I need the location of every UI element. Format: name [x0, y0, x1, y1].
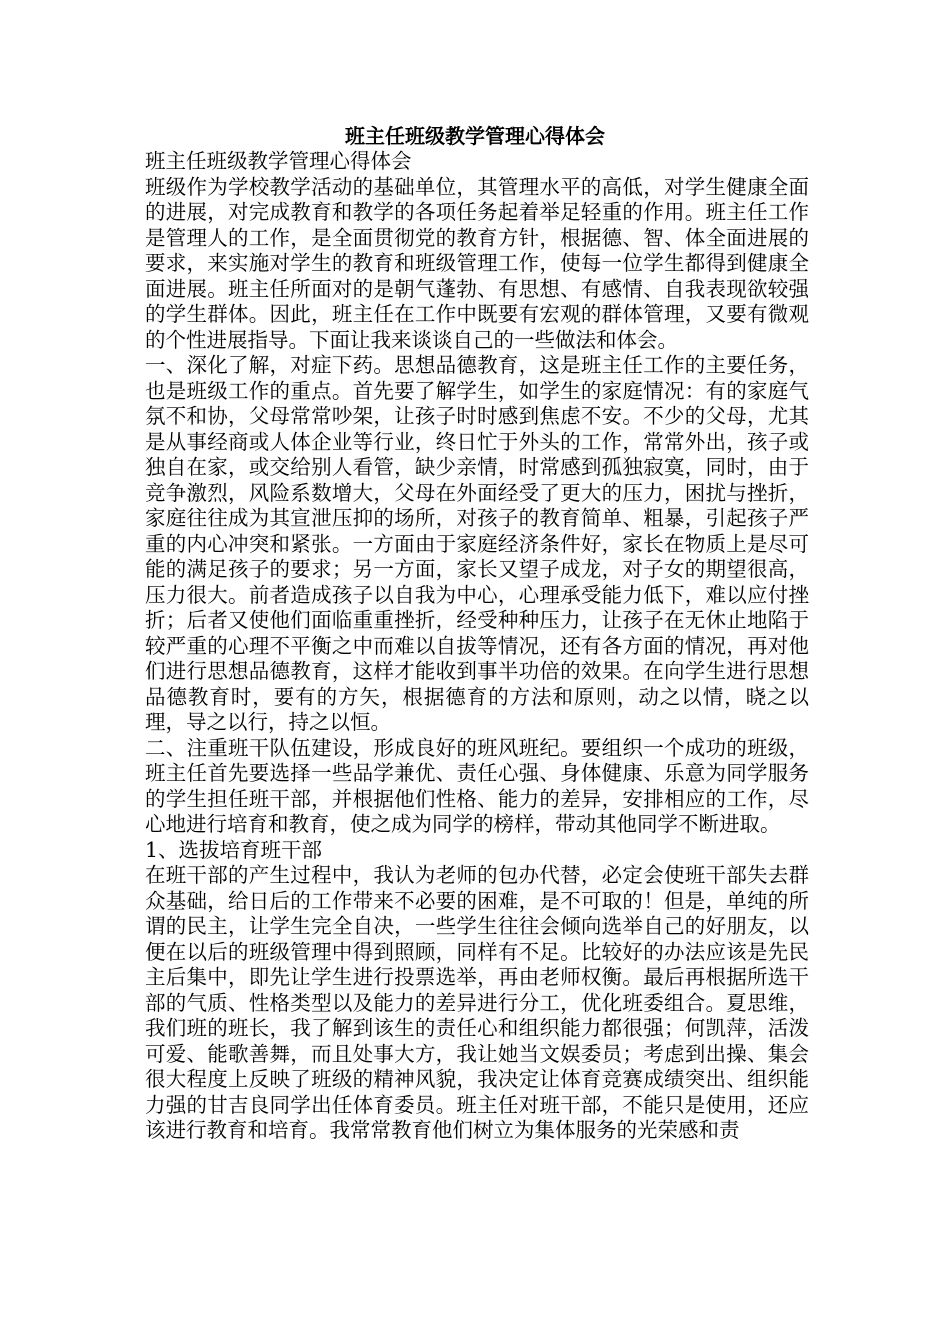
paragraph-section-1: 一、深化了解，对症下药。思想品德教育，这是班主任工作的主要任务，也是班级工作的重点。首先要了解学生，如学生的家庭情况：有的家庭气氛不和协，父母常常吵架，让孩子时时感到焦虑不安。不少的父母，尤其是从事经商或人体企业等行业，终日忙于外头的工作，常常外出，孩子或独自在家，或交给别人看管，缺少亲情，时常感到孤独寂寞，同时，由于竞争激烈，风险系数增大，父母在外面经受了更大的压力，困扰与挫折，家庭往往成为其宣泄压抑的场所，对孩子的教育简单、粗暴，引起孩子严重的内心冲突和紧张。一方面由于家庭经济条件好，家长在物质上是尽可能的满足孩子的要求；另一方面，家长又望子成龙，对子女的期望很高，压力很大。前者造成孩子以自我为中心，心理承受能力低下，难以应付挫折；后者又使他们面临重重挫折，经受种种压力，让孩子在无休止地陷于较严重的心理不平衡之中而难以自拔等情况，还有各方面的情况，再对他们进行思想品德教育，这样才能收到事半功倍的效果。在向学生进行思想品德教育时，要有的方矢，根据德育的方法和原则，动之以情，晓之以理，导之以行，持之以恒。: [145, 353, 809, 734]
document-body: [145, 149, 809, 1144]
paragraph-intro: 班级作为学校教学活动的基础单位，其管理水平的高低，对学生健康全面的进展，对完成教育和教学的各项任务起着举足轻重的作用。班主任工作是管理人的工作，是全面贯彻党的教育方针，根据德、智、体全面进展的要求，来实施对学生的教育和班级管理工作，使每一位学生都得到健康全面进展。班主任所面对的是朝气蓬勃、有思想、有感情、自我表现欲较强的学生群体。因此，班主任在工作中既要有宏观的群体管理，又要有微观的个性进展指导。下面让我来谈谈自己的一些做法和体会。: [145, 174, 809, 352]
document-subtitle: 班主任班级教学管理心得体会: [145, 149, 412, 173]
paragraph-select-cadres: 在班干部的产生过程中，我认为老师的包办代替，必定会使班干部失去群众基础，给日后的工作带来不必要的困难，是不可取的！但是，单纯的所谓的民主，让学生完全自决，一些学生往往会倾向选举自己的好朋友，以便在以后的班级管理中得到照顾，同样有不足。比较好的办法应该是先民主后集中，即先让学生进行投票选举，再由老师权衡。最后再根据所选干部的气质、性格类型以及能力的差异进行分工，优化班委组合。夏思维，我们班的班长，我了解到该生的责任心和组织能力都很强；何凯萍，活泼可爱、能歌善舞，而且处事大方，我让她当文娱委员；考虑到出操、集会很大程度上反映了班级的精神风貌，我决定让体育竞赛成绩突出、组织能力强的甘吉良同学出任体育委员。班主任对班干部，不能只是使用，还应该进行教育和培育。我常常教育他们树立为集体服务的光荣感和责: [145, 863, 809, 1142]
subheading-select-cadres: 1、选拔培育班干部: [145, 837, 323, 862]
paragraph-section-2: 二、注重班干队伍建设，形成良好的班风班纪。要组织一个成功的班级，班主任首先要选择一些品学兼优、责任心强、身体健康、乐意为同学服务的学生担任班干部，并根据他们性格、能力的差异，安排相应的工作，尽心地进行培育和教育，使之成为同学的榜样，带动其他同学不断进取。: [145, 735, 809, 836]
document-title: 班主任班级教学管理心得体会: [345, 124, 605, 148]
